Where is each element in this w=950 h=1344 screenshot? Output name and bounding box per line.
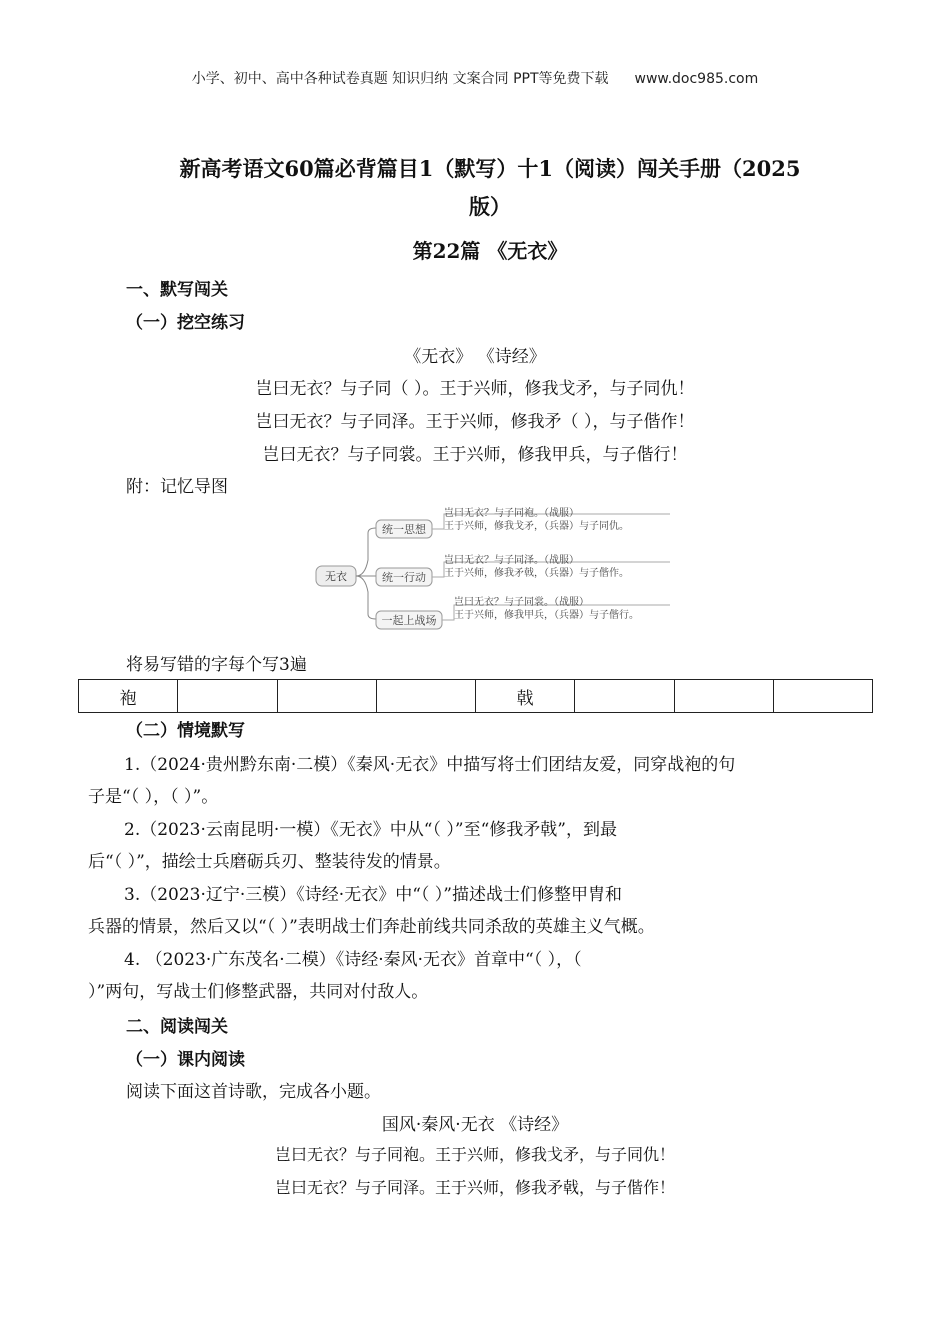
mindmap-leaf: 王于兴师，修我戈矛，（兵器）与子同仇。 (444, 521, 629, 532)
copy-instruction: 将易写错的字每个写3遍 (126, 655, 307, 675)
reading-intro: 阅读下面这首诗歌，完成各小题。 (126, 1082, 381, 1102)
mindmap-root: 无衣 (325, 570, 347, 583)
doc-title-line2: 版） (469, 194, 511, 219)
poem-line: 岂曰无衣？与子同泽。王于兴师，修我矛戟，与子偕作！ (274, 1178, 675, 1197)
mind-map (310, 500, 690, 640)
question-3-line2: 兵器的情景，然后又以“（ ）”表明战士们奔赴前线共同杀敌的英雄主义气概。 (88, 917, 655, 937)
appendix-label: 附：记忆导图 (126, 477, 228, 497)
section-heading-reading: 二、阅读闯关 (126, 1017, 228, 1037)
mindmap-leaf: 岂曰无衣？与子同泽。（战服） (444, 555, 579, 566)
question-2-line1: 2.（2023·云南昆明·一模）《无衣》中从“（ ）”至“修我矛戟”，到最 (124, 820, 617, 840)
subheading-context-dictation: （二）情境默写 (126, 721, 245, 741)
question-4-line2: ）”两句，写战士们修整武器，共同对付敌人。 (88, 982, 429, 1002)
copy-cell[interactable] (376, 680, 475, 713)
poem-line: 岂曰无衣？与子同裳。王于兴师，修我甲兵，与子偕行！ (262, 445, 688, 465)
poem-title-1: 《无衣》 《诗经》 (404, 347, 546, 367)
copy-cell[interactable] (277, 680, 376, 713)
copy-cell[interactable] (674, 680, 773, 713)
copy-cell[interactable] (178, 680, 277, 713)
mindmap-branch-1: 统一思想 (382, 523, 426, 536)
section-heading-dictation: 一、默写闯关 (126, 280, 228, 300)
header-text: 小学、初中、高中各种试卷真题 知识归纳 文案合同 PPT等免费下载 (191, 71, 609, 87)
poem-title-2: 国风·秦风·无衣 《诗经》 (381, 1115, 569, 1135)
mindmap-leaf: 岂曰无衣？与子同裳。（战服） (454, 597, 589, 608)
copy-cell[interactable] (575, 680, 674, 713)
question-1-line1: 1.（2024·贵州黔东南·二模）《秦风·无衣》中描写将士们团结友爱，同穿战袍的句 (124, 755, 736, 775)
question-4-line1: 4. （2023·广东茂名·二模）《诗经·秦风·无衣》首章中“（ ），（ (124, 950, 582, 970)
subheading-fill-blank: （一）挖空练习 (126, 313, 245, 333)
header-url[interactable]: www.doc985.com (634, 71, 759, 87)
poem-line: 岂曰无衣？与子同泽。王于兴师，修我矛（ ），与子偕作！ (255, 412, 695, 432)
page-header (0, 68, 950, 88)
mindmap-branch-3: 一起上战场 (381, 614, 437, 627)
copy-practice-table (78, 679, 873, 713)
question-1-line2: 子是“（ ），（ ）”。 (88, 787, 219, 807)
doc-title-line1: 新高考语文60篇必背篇目1（默写）十1（阅读）闯关手册（2025 (179, 156, 801, 181)
copy-cell[interactable] (773, 680, 872, 713)
copy-char: 袍 (79, 680, 178, 713)
mindmap-leaf: 王于兴师，修我甲兵，（兵器）与子偕行。 (454, 610, 639, 621)
chapter-title: 第22篇 《无衣》 (412, 239, 568, 263)
question-2-line2: 后“（ ）”，描绘士兵磨砺兵刃、整装待发的情景。 (88, 852, 451, 872)
subheading-in-class-reading: （一）课内阅读 (126, 1050, 245, 1070)
poem-line: 岂曰无衣？与子同（ ）。王于兴师，修我戈矛，与子同仇！ (255, 379, 695, 399)
mindmap-branch-2: 统一行动 (382, 571, 426, 584)
copy-char: 戟 (475, 680, 574, 713)
mindmap-leaf: 岂曰无衣？与子同袍。（战服） (444, 508, 579, 519)
poem-line: 岂曰无衣？与子同袍。王于兴师，修我戈矛，与子同仇！ (274, 1145, 675, 1164)
question-3-line1: 3.（2023·辽宁·三模）《诗经·无衣》中“（ ）”描述战士们修整甲胄和 (124, 885, 622, 905)
mindmap-leaf: 王于兴师，修我矛戟，（兵器）与子偕作。 (444, 568, 629, 579)
